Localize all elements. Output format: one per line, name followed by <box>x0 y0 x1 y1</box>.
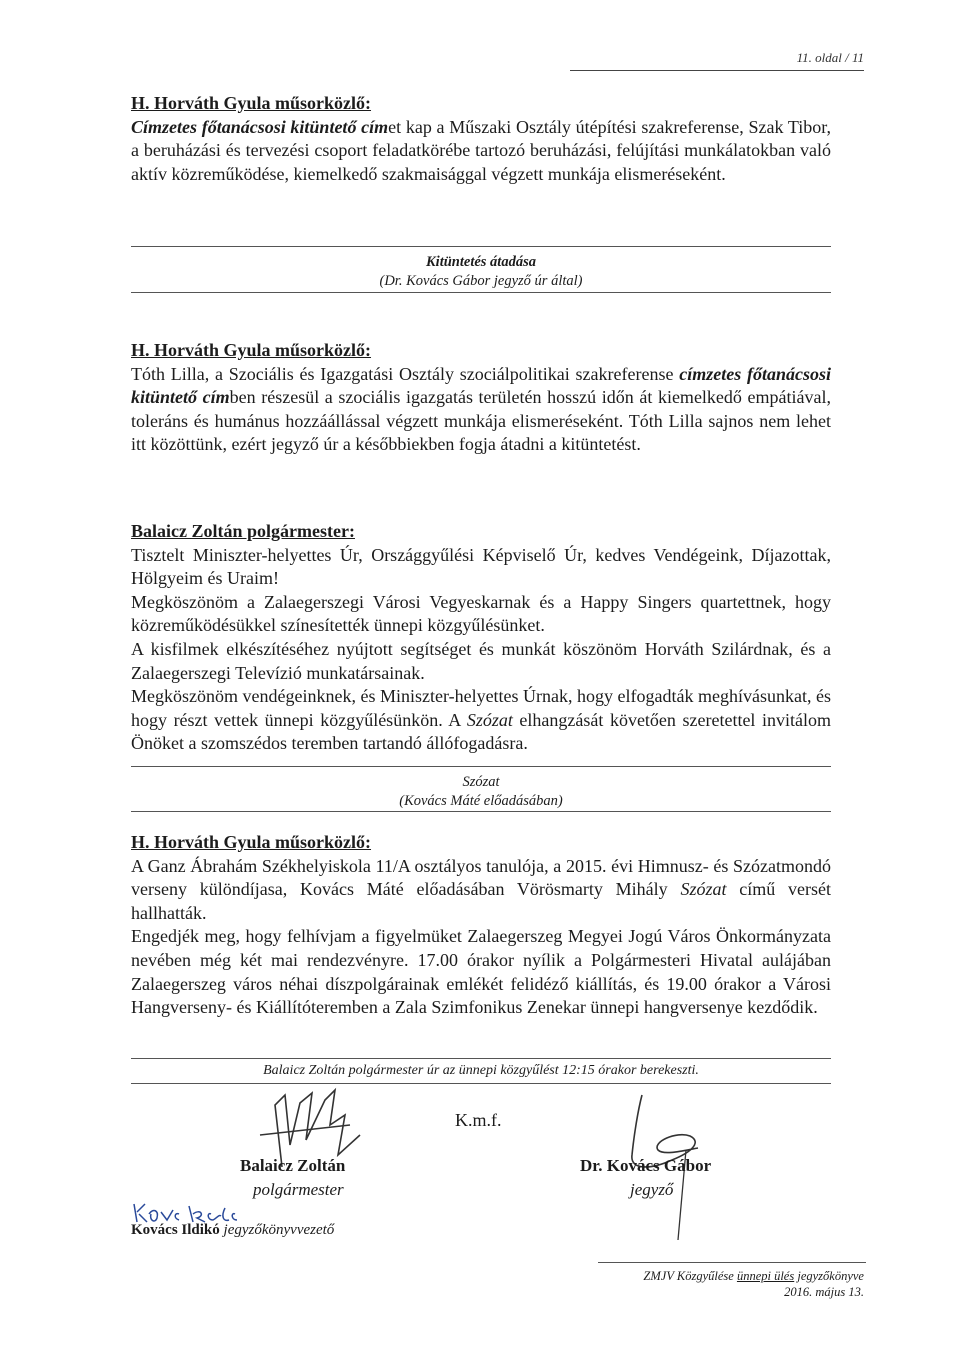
notary-name: Dr. Kovács Gábor <box>580 1156 712 1175</box>
divider <box>131 292 831 293</box>
mayor-title: polgármester <box>253 1180 344 1199</box>
stage-note-title: Szózat <box>462 774 500 790</box>
footer-rule <box>598 1262 866 1263</box>
stage-note-award <box>131 253 831 291</box>
paragraph-text: Engedjék meg, hogy felhívjam a figyelmüket Zalaegerszeg Megyei Jogú Város Önkormányzata nevében még két mai rendezvényre. 17.00 órakor nyílik a Polgármesteri Hivatal aulájában Zalaegerszeg város néhai díszpolgárainak emlékét felidéző kiállítás, és 19.00 órakor a Városi Hangverseny- és Kiállítóteremben a Zala Szimfonikus Zenekar ünnepi hangversenye kezdődik. <box>131 926 831 1018</box>
notary-title: jegyző <box>630 1180 674 1199</box>
paragraph-text: A kisfilmek elkészítéséhez nyújtott segítséget és munkát köszönöm Horváth Szilárdnak, és a Zalaegerszegi Televízió munkatársainak. <box>131 638 831 683</box>
speaker-label: H. Horváth Gyula műsorközlő: <box>131 340 372 360</box>
paragraph-text: A Ganz Ábrahám Székhelyiskola 11/A osztályos tanulója, a 2015. évi Himnusz- és Szózatmondó verseny különdíjasa, Kovács Máté előadásában Vörösmarty Mihály <box>131 855 831 900</box>
paragraph-text: elhangzását követően szeretettel invitálom Önöket a szomszédos teremben tartandó állófogadásra. <box>131 709 831 754</box>
stage-note-detail: (Dr. Kovács Gábor jegyző úr által) <box>379 273 583 289</box>
paragraph-text: Megköszönöm vendégeinknek, és Miniszter-helyettes Úrnak, hogy elfogadták meghívásunkat, és hogy részt vettek ünnepi közgyűlésünkön. A <box>131 686 831 730</box>
divider <box>131 1083 831 1084</box>
paragraph-text: című versét hallhatták. <box>131 879 831 923</box>
footer <box>643 1268 864 1300</box>
page-number: 11. oldal / 11 <box>796 50 864 65</box>
poem-title: Szózat <box>466 709 513 730</box>
recorder-line <box>131 1222 334 1239</box>
section-award-szak <box>131 92 831 186</box>
award-title: Címzetes főtanácsosi kitüntető cím <box>131 116 389 137</box>
paragraph-text: Megköszönöm a Zalaegerszegi Városi Vegyeskarnak és a Happy Singers quartettnek, hogy közreműködésükkel színesítették ünnepi közgyűlésünket. <box>131 591 831 636</box>
divider <box>131 811 831 812</box>
header-rule <box>570 70 864 71</box>
speaker-label: H. Horváth Gyula műsorközlő: <box>131 93 372 113</box>
paragraph-text: ben részesül a szociális igazgatás területén hosszú időn át kiemelkedő empátiával, toleráns és humánus hozzáállással végzett munkája elismeréseként. Tóth Lilla sajnos nem lehet itt közöttünk, ezért jegyző úr a későbbiekben fogja átadni a kitüntetést. <box>131 387 831 455</box>
footer-session: ünnepi ülés <box>736 1269 795 1283</box>
footer-date: 2016. május 13. <box>784 1285 864 1299</box>
footer-text: jegyzőkönyve <box>794 1269 864 1283</box>
recorder-name: Kovács Ildikó <box>131 1222 220 1238</box>
paragraph-text: et kap a Műszaki Osztály útépítési szakreferense, Szak Tibor, a beruházási és tervezési csoport feladatkörébe tartozó beruházási, felújítási munkálatokban való aktív közreműködése, kiemelkedő szakmaisággal végzett munkája elismeréseként. <box>131 116 831 184</box>
poem-title: Szózat <box>680 879 727 900</box>
section-announcement <box>131 831 831 1020</box>
stage-note-szozat <box>131 773 831 811</box>
speaker-label: H. Horváth Gyula műsorközlő: <box>131 832 372 852</box>
paragraph-text: Tisztelt Miniszter-helyettes Úr, Országgyűlési Képviselő Úr, kedves Vendégeink, Díjazottak, Hölgyeim és Uraim! <box>131 544 831 589</box>
footer-text: ZMJV Közgyűlése <box>643 1269 737 1283</box>
divider <box>131 766 831 767</box>
paragraph-text: Tóth Lilla, a Szociális és Igazgatási Osztály szociálpolitikai szakreferense <box>131 363 680 384</box>
section-mayor-speech <box>131 520 831 756</box>
stage-note-detail: (Kovács Máté előadásában) <box>399 793 563 809</box>
kmf-text: K.m.f. <box>455 1110 502 1130</box>
section-award-toth <box>131 339 831 457</box>
award-title: címzetes főtanácsosi kitüntető cím <box>131 363 831 408</box>
divider <box>131 246 831 247</box>
speaker-label: Balaicz Zoltán polgármester: <box>131 521 355 541</box>
divider <box>131 1058 831 1059</box>
stage-note-title: Kitüntetés átadása <box>426 254 536 270</box>
closing-note: Balaicz Zoltán polgármester úr az ünnepi közgyűlést 12:15 órakor berekeszti. <box>263 1063 699 1078</box>
mayor-name: Balaicz Zoltán <box>240 1156 346 1175</box>
recorder-role: jegyzőkönyvvezető <box>223 1222 335 1238</box>
